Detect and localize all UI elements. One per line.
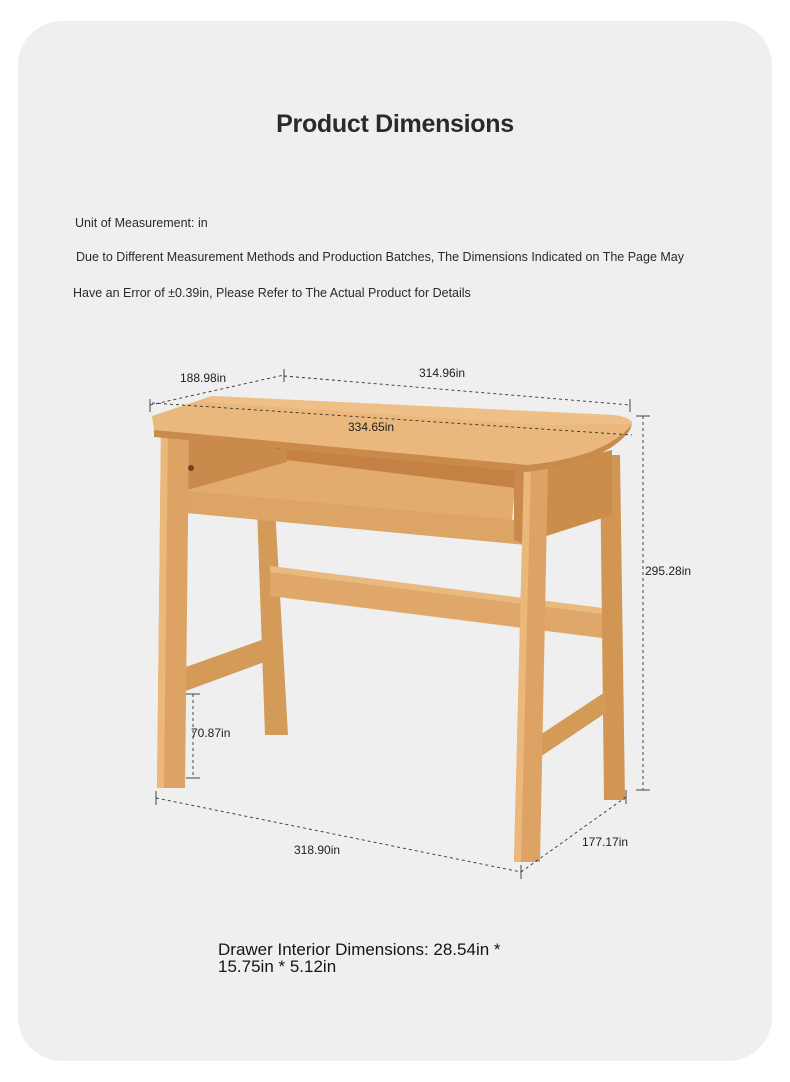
desk-illustration [152,396,632,862]
base-depth-label: 177.17in [582,835,629,849]
base-width-label: 318.90in [294,843,341,857]
left-side-stretcher [183,637,270,692]
drawer-interior-dimensions: Drawer Interior Dimensions: 28.54in * 15.75in * 5.12in [218,940,501,976]
disclaimer-line-2: Have an Error of ±0.39in, Please Refer to The Actual Product for Details [73,286,471,300]
foot-rail-height-label: 70.87in [191,726,231,740]
unit-note: Unit of Measurement: in [75,216,208,230]
screw-icon [188,465,194,471]
top-width-back-label: 314.96in [419,366,466,380]
height-label: 295.28in [645,564,692,578]
page-title: Product Dimensions [276,110,514,138]
top-depth-label: 188.98in [180,371,227,385]
right-side-stretcher [540,692,607,757]
top-width-front-label: 334.65in [348,420,395,434]
disclaimer-line-1: Due to Different Measurement Methods and Production Batches, The Dimensions Indicated on The Page May [76,250,684,264]
back-left-leg [257,508,288,735]
